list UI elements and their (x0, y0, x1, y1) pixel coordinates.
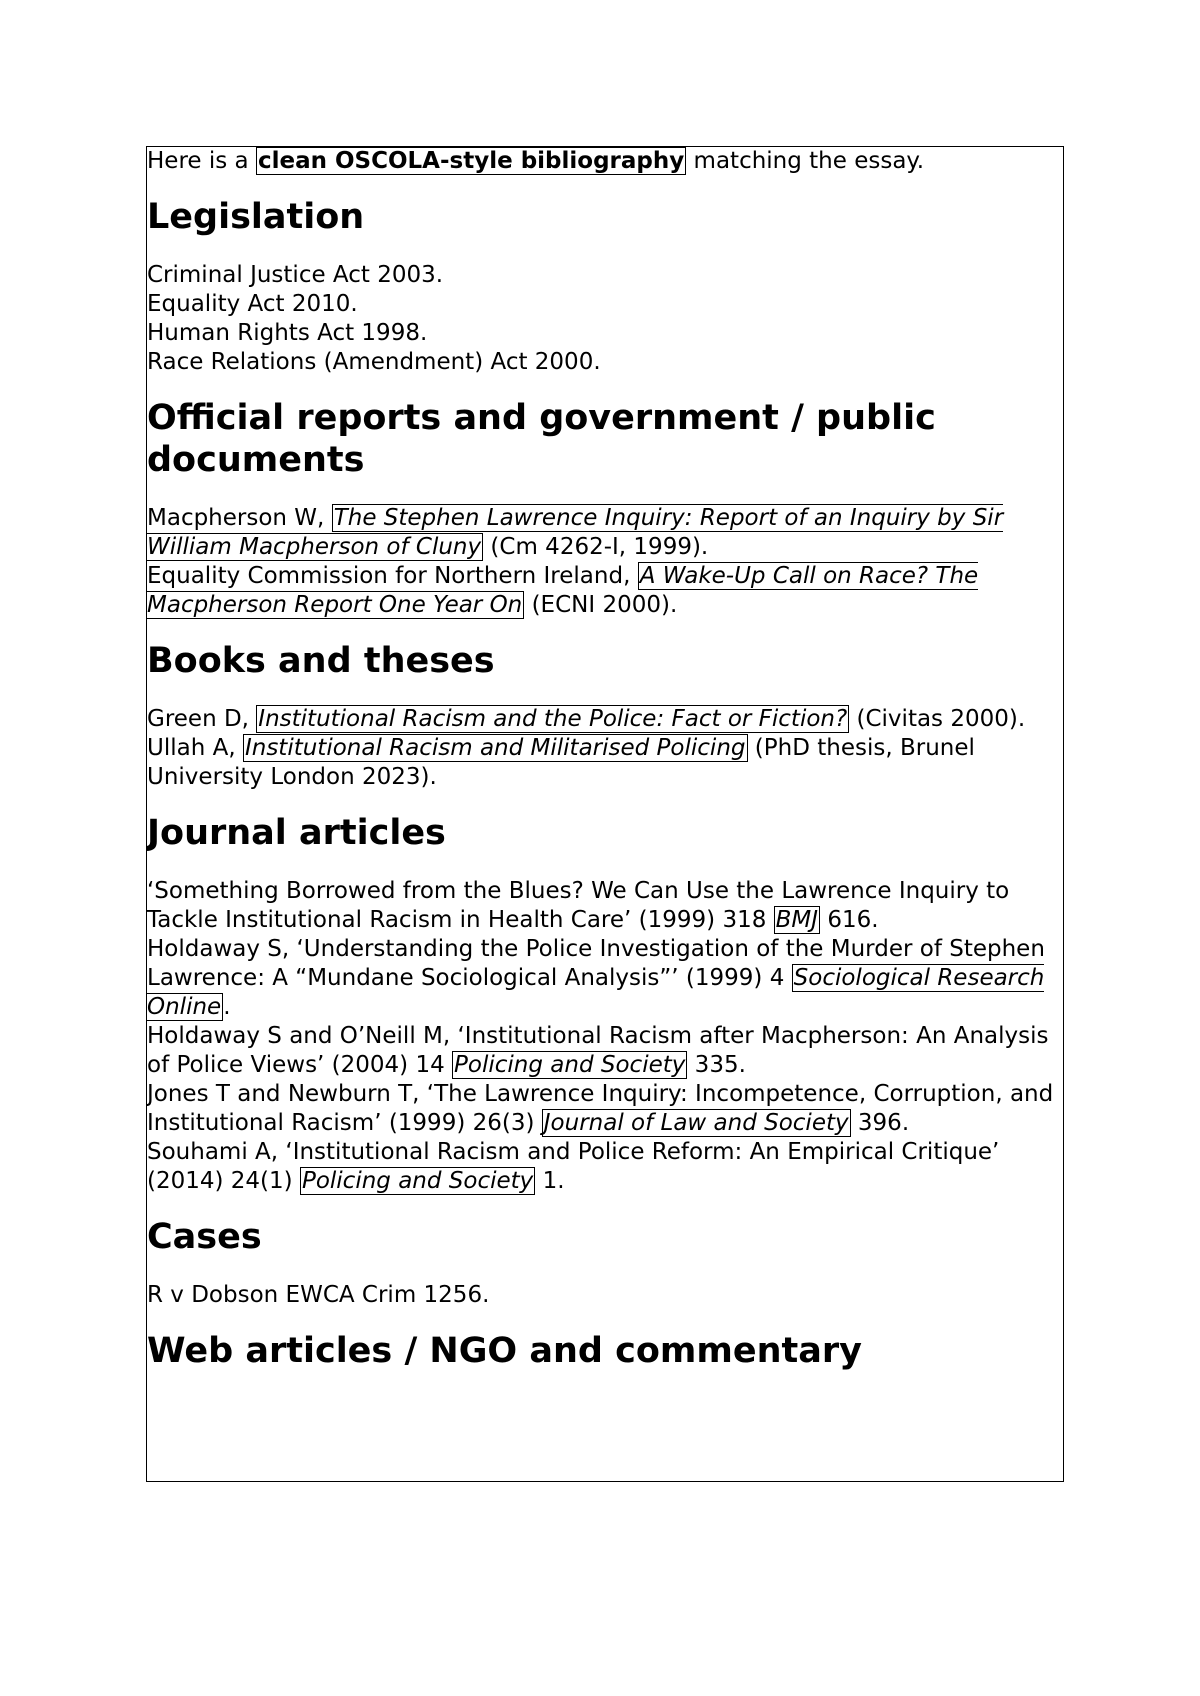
citation-journal: Policing and Society (454, 1052, 686, 1078)
citation-title: Institutional Racism and the Police: Fact or Fiction? (258, 706, 848, 732)
heading-journal-articles: Journal articles (147, 813, 446, 853)
citation-journal: Journal of Law and Society (543, 1110, 849, 1136)
heading-web-articles: Web articles / NGO and commentary (147, 1331, 862, 1371)
citation-details: (ECNI 2000). (524, 592, 678, 618)
legislation-item: Equality Act 2010. (147, 291, 358, 317)
journals-list (147, 877, 1063, 1196)
legislation-item: Criminal Justice Act 2003. (147, 262, 444, 288)
citation-author: Green D, (147, 706, 257, 732)
citation-details: 335. (687, 1052, 746, 1078)
books-list (147, 705, 1063, 792)
legislation-item: Race Relations (Amendment) Act 2000. (147, 349, 601, 375)
citation-details: 396. (850, 1110, 910, 1136)
citation-details: 616. (820, 907, 879, 933)
official-list (147, 504, 1063, 620)
intro-text-end: matching the essay. (686, 148, 925, 174)
intro-highlight: clean OSCOLA-style bibliography (257, 148, 685, 174)
heading-official-reports: Official reports and government / public documents (147, 398, 936, 480)
heading-books: Books and theses (147, 641, 495, 681)
citation-details: 1. (535, 1168, 565, 1194)
citation-journal: BMJ (775, 907, 819, 933)
legislation-list (147, 261, 1063, 377)
citation-title: A Wake-Up Call on Race? The Macpherson Report One Year On (147, 563, 979, 618)
citation-details: (Cm 4262-I, 1999). (483, 534, 709, 560)
citation-title: Institutional Racism and Militarised Policing (244, 735, 746, 761)
citation-journal: Sociological Research Online (147, 965, 1045, 1020)
citation-title: The Stephen Lawrence Inquiry: Report of an Inquiry by Sir William Macpherson of Cluny (147, 505, 1004, 560)
citation-author: Holdaway S, ‘Understanding the Police Investigation of the Murder of Stephen Lawrence: A “Mundane Sociological Analysis”’ (1999) 4 (147, 936, 1045, 991)
case-item: R v Dobson EWCA Crim 1256. (147, 1282, 490, 1308)
citation-details: (PhD thesis, Brunel University London 2023). (147, 735, 975, 790)
citation-author: Ullah A, (147, 735, 243, 761)
citation-author: Equality Commission for Northern Ireland, (147, 563, 638, 589)
citation-author: Holdaway S and O’Neill M, ‘Institutional Racism after Macpherson: An Analysis of Police Views’ (2004) 14 (147, 1023, 1049, 1078)
citation-author: ‘Something Borrowed from the Blues? We Can Use the Lawrence Inquiry to Tackle Institutional Racism in Health Care’ (1999) 318 (147, 878, 1010, 933)
citation-journal: Policing and Society (301, 1168, 534, 1194)
citation-author: Souhami A, ‘Institutional Racism and Police Reform: An Empirical Critique’ (2014) 24(1) (147, 1139, 1000, 1194)
intro-text: Here is a (147, 148, 256, 174)
document-page (146, 146, 1064, 1482)
citation-details: (Civitas 2000). (849, 706, 1026, 732)
citation-details: . (223, 994, 231, 1020)
cases-list (147, 1281, 1063, 1310)
legislation-item: Human Rights Act 1998. (147, 320, 428, 346)
intro-paragraph (147, 147, 1063, 176)
heading-legislation: Legislation (147, 197, 365, 237)
citation-author: Jones T and Newburn T, ‘The Lawrence Inquiry: Incompetence, Corruption, and Institutional Racism’ (1999) 26(3) (147, 1081, 1054, 1136)
citation-author: Macpherson W, (147, 505, 332, 531)
heading-cases: Cases (147, 1217, 262, 1257)
